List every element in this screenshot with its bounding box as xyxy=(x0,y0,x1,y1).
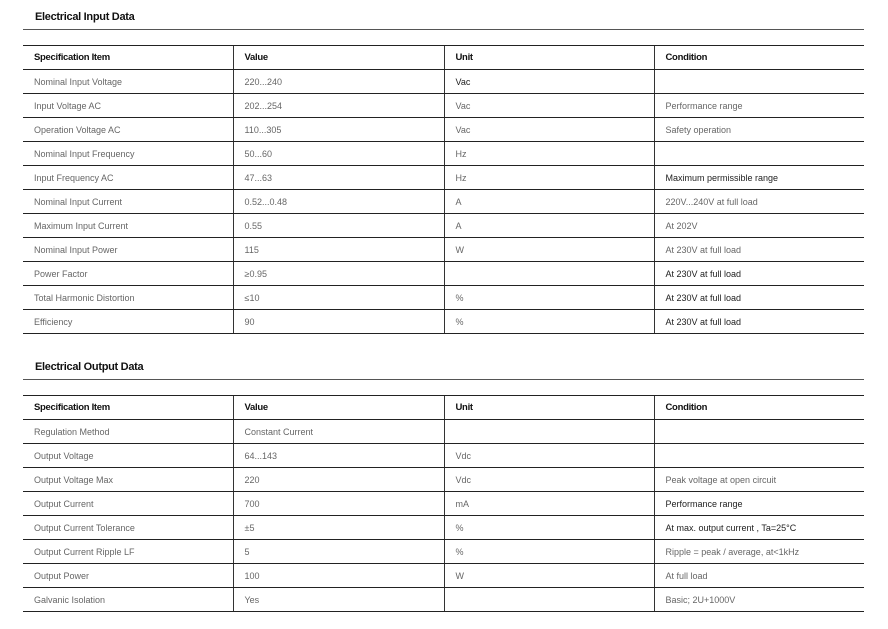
header-value: Value xyxy=(233,396,444,420)
cell-condition: At max. output current , Ta=25°C xyxy=(654,516,864,540)
cell-condition: Performance range xyxy=(654,94,864,118)
cell-unit: % xyxy=(444,516,654,540)
cell-condition: Maximum permissible range xyxy=(654,166,864,190)
cell-unit: W xyxy=(444,564,654,588)
cell-unit: % xyxy=(444,540,654,564)
cell-unit xyxy=(444,262,654,286)
cell-value: ≥0.95 xyxy=(233,262,444,286)
header-specification-item: Specification Item xyxy=(23,46,233,70)
output-title-rule xyxy=(23,379,864,380)
cell-value: 700 xyxy=(233,492,444,516)
table-row xyxy=(23,492,864,516)
input-section-title: Electrical Input Data xyxy=(35,11,135,23)
table-row xyxy=(23,468,864,492)
cell-value: Constant Current xyxy=(233,420,444,444)
cell-unit xyxy=(444,420,654,444)
table-row xyxy=(23,310,864,334)
cell-item: Input Voltage AC xyxy=(23,94,233,118)
cell-condition: At full load xyxy=(654,564,864,588)
cell-value: 220...240 xyxy=(233,70,444,94)
table-row xyxy=(23,516,864,540)
table-row xyxy=(23,94,864,118)
cell-value: 110...305 xyxy=(233,118,444,142)
cell-item: Output Current Ripple LF xyxy=(23,540,233,564)
header-condition: Condition xyxy=(654,46,864,70)
cell-item: Input Frequency AC xyxy=(23,166,233,190)
header-value: Value xyxy=(233,46,444,70)
cell-item: Output Current Tolerance xyxy=(23,516,233,540)
table-row xyxy=(23,70,864,94)
cell-value: 100 xyxy=(233,564,444,588)
cell-unit: Vdc xyxy=(444,444,654,468)
cell-item: Nominal Input Frequency xyxy=(23,142,233,166)
input-data-table xyxy=(23,45,864,334)
table-row xyxy=(23,166,864,190)
table-row xyxy=(23,444,864,468)
cell-item: Output Current xyxy=(23,492,233,516)
header-condition: Condition xyxy=(654,396,864,420)
cell-item: Nominal Input Current xyxy=(23,190,233,214)
input-title-rule xyxy=(23,29,864,30)
cell-unit: A xyxy=(444,190,654,214)
cell-condition: Basic; 2U+1000V xyxy=(654,588,864,612)
cell-condition xyxy=(654,70,864,94)
cell-value: 0.52...0.48 xyxy=(233,190,444,214)
cell-value: 64...143 xyxy=(233,444,444,468)
cell-condition: Safety operation xyxy=(654,118,864,142)
cell-value: ±5 xyxy=(233,516,444,540)
cell-value: Yes xyxy=(233,588,444,612)
cell-condition: At 230V at full load xyxy=(654,238,864,262)
table-header-row xyxy=(23,46,864,70)
cell-unit: W xyxy=(444,238,654,262)
cell-value: 50...60 xyxy=(233,142,444,166)
output-section-title: Electrical Output Data xyxy=(35,361,144,373)
cell-item: Output Voltage xyxy=(23,444,233,468)
cell-unit: Vac xyxy=(444,70,654,94)
cell-item: Total Harmonic Distortion xyxy=(23,286,233,310)
cell-condition: Performance range xyxy=(654,492,864,516)
table-row xyxy=(23,190,864,214)
table-row xyxy=(23,262,864,286)
cell-unit: A xyxy=(444,214,654,238)
cell-unit: Hz xyxy=(444,166,654,190)
cell-condition: Ripple = peak / average, at<1kHz xyxy=(654,540,864,564)
cell-value: 90 xyxy=(233,310,444,334)
cell-value: 220 xyxy=(233,468,444,492)
output-data-table xyxy=(23,395,864,612)
cell-value: 5 xyxy=(233,540,444,564)
cell-value: 47...63 xyxy=(233,166,444,190)
cell-item: Output Voltage Max xyxy=(23,468,233,492)
cell-item: Operation Voltage AC xyxy=(23,118,233,142)
header-specification-item: Specification Item xyxy=(23,396,233,420)
cell-item: Efficiency xyxy=(23,310,233,334)
cell-condition: At 230V at full load xyxy=(654,310,864,334)
table-header-row xyxy=(23,396,864,420)
cell-item: Regulation Method xyxy=(23,420,233,444)
cell-item: Maximum Input Current xyxy=(23,214,233,238)
table-row xyxy=(23,564,864,588)
cell-condition: Peak voltage at open circuit xyxy=(654,468,864,492)
cell-value: 0.55 xyxy=(233,214,444,238)
cell-condition xyxy=(654,142,864,166)
cell-unit: Vdc xyxy=(444,468,654,492)
cell-unit: Hz xyxy=(444,142,654,166)
cell-value: 202...254 xyxy=(233,94,444,118)
cell-item: Nominal Input Power xyxy=(23,238,233,262)
header-unit: Unit xyxy=(444,396,654,420)
table-row xyxy=(23,214,864,238)
table-row xyxy=(23,118,864,142)
cell-unit: Vac xyxy=(444,94,654,118)
cell-item: Power Factor xyxy=(23,262,233,286)
cell-value: ≤10 xyxy=(233,286,444,310)
table-row xyxy=(23,420,864,444)
cell-unit xyxy=(444,588,654,612)
cell-condition: At 202V xyxy=(654,214,864,238)
table-row xyxy=(23,142,864,166)
header-unit: Unit xyxy=(444,46,654,70)
cell-item: Nominal Input Voltage xyxy=(23,70,233,94)
cell-condition: At 230V at full load xyxy=(654,262,864,286)
table-row xyxy=(23,286,864,310)
cell-condition xyxy=(654,444,864,468)
cell-item: Output Power xyxy=(23,564,233,588)
cell-unit: % xyxy=(444,286,654,310)
table-row xyxy=(23,540,864,564)
cell-condition xyxy=(654,420,864,444)
cell-condition: 220V...240V at full load xyxy=(654,190,864,214)
cell-unit: Vac xyxy=(444,118,654,142)
cell-unit: % xyxy=(444,310,654,334)
cell-condition: At 230V at full load xyxy=(654,286,864,310)
table-row xyxy=(23,238,864,262)
cell-unit: mA xyxy=(444,492,654,516)
cell-value: 115 xyxy=(233,238,444,262)
table-row xyxy=(23,588,864,612)
cell-item: Galvanic Isolation xyxy=(23,588,233,612)
